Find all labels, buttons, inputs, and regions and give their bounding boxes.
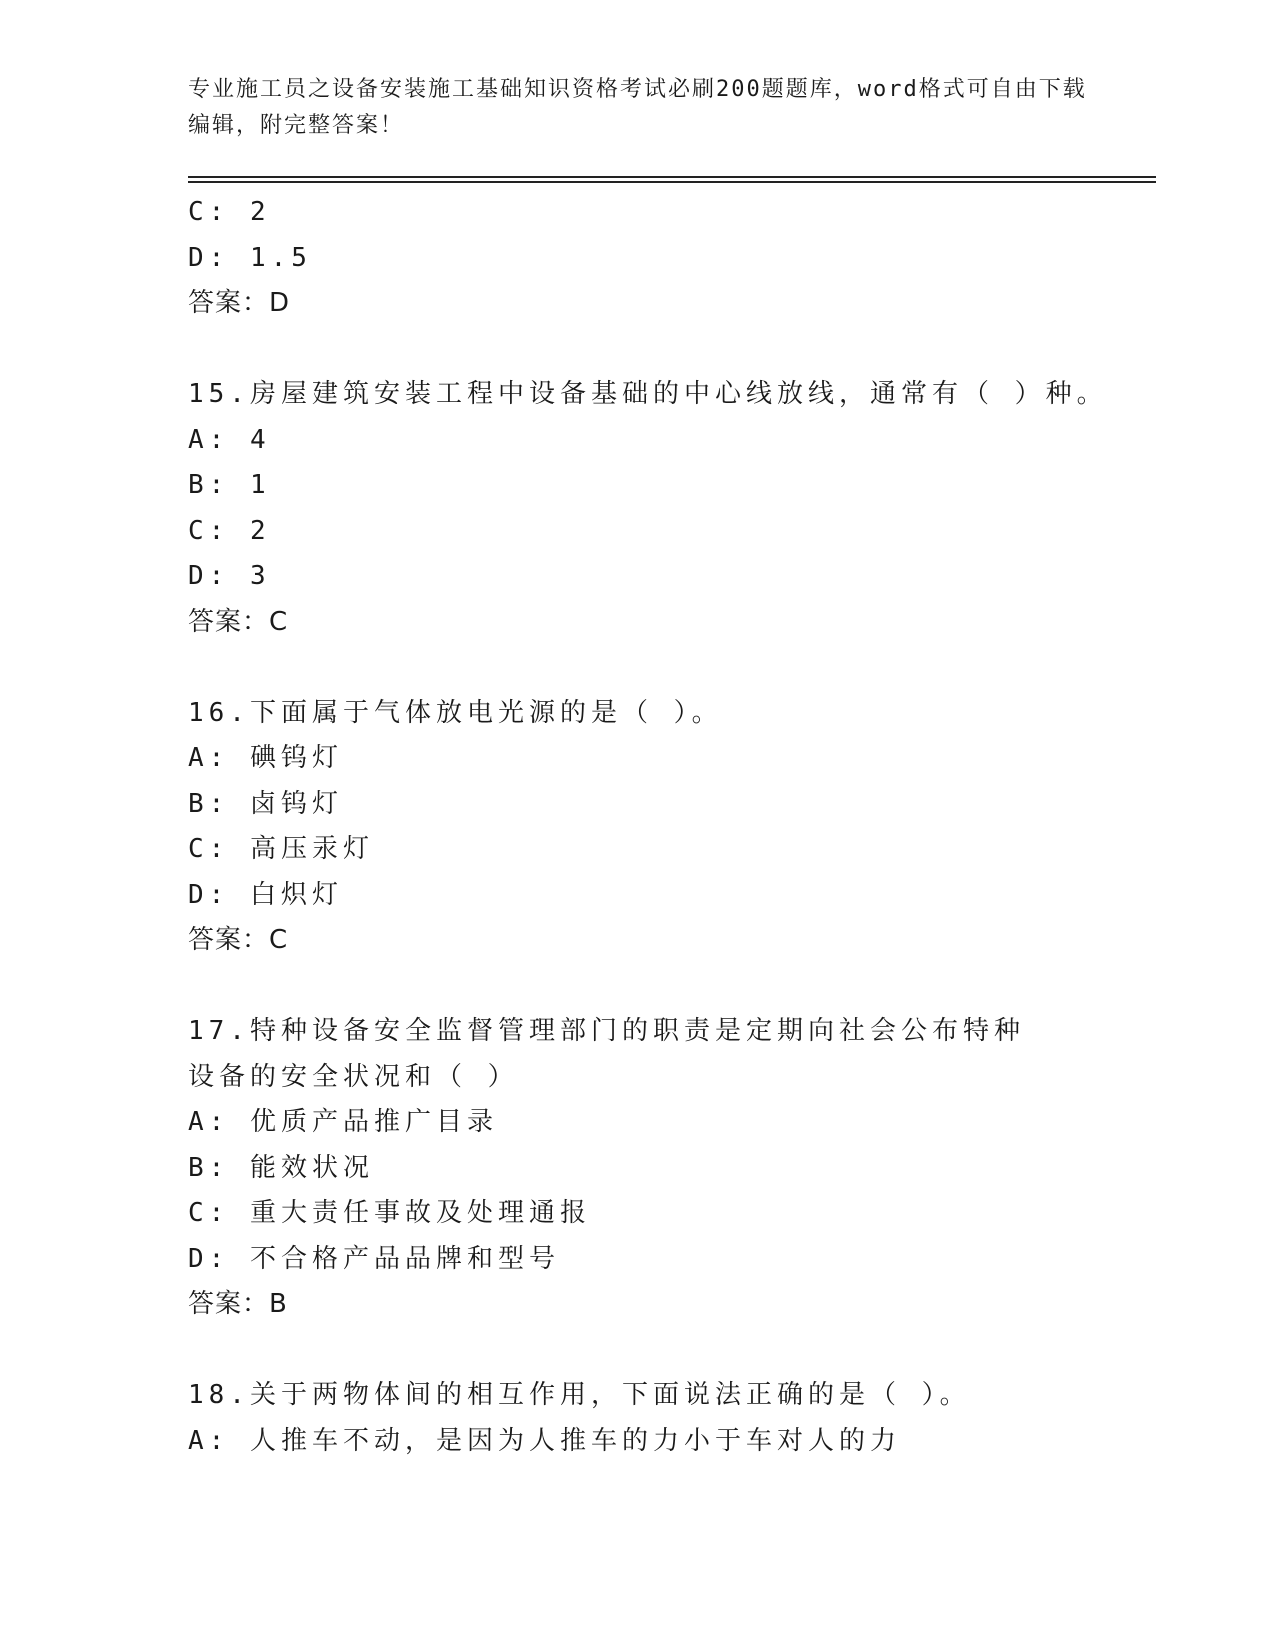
option-text: 2 <box>249 197 271 227</box>
option-text: 高压汞灯 <box>249 834 374 864</box>
option-item: D: 3 <box>188 561 271 591</box>
carryover-block <box>188 190 1088 327</box>
question-stem: 16.下面属于气体放电光源的是（ ）。 <box>188 697 723 728</box>
question-16 <box>188 691 1088 964</box>
option-item: A: 碘钨灯 <box>188 743 343 773</box>
question-stem: 18.关于两物体间的相互作用，下面说法正确的是（ ）。 <box>188 1380 971 1410</box>
option-item: A: 优质产品推广目录 <box>188 1107 498 1137</box>
option-text: 2 <box>249 515 271 546</box>
option-text: 白炽灯 <box>249 879 343 910</box>
option-item: B: 1 <box>188 470 271 500</box>
option-text: 不合格产品品牌和型号 <box>249 1243 560 1274</box>
spacer <box>188 645 1088 691</box>
answer-line: 答案：C <box>188 606 289 637</box>
option-text: 人推车不动，是因为人推车的力小于车对人的力 <box>249 1425 901 1456</box>
answer-line: 答案：C <box>188 925 289 955</box>
option-text: 卤钨灯 <box>249 788 343 819</box>
answer-line: 答案：D <box>188 288 291 318</box>
option-item: B: 能效状况 <box>188 1152 374 1183</box>
option-text: 能效状况 <box>249 1152 374 1183</box>
option-text: 1.5 <box>249 242 312 273</box>
option-text: 优质产品推广目录 <box>249 1107 498 1137</box>
option-item: B: 卤钨灯 <box>188 788 343 819</box>
option-text: 1 <box>249 470 271 500</box>
question-stem: 15.房屋建筑安装工程中设备基础的中心线放线，通常有（ ）种。 <box>188 379 1108 409</box>
option-text: 碘钨灯 <box>249 743 343 773</box>
option-item: D: 白炽灯 <box>188 879 343 910</box>
question-list <box>188 190 1108 1464</box>
spacer <box>188 964 1088 1010</box>
question-15 <box>188 372 1108 645</box>
document-title: 专业施工员之设备安装施工基础知识资格考试必刷200题题库，word格式可自由下载编辑，附完整答案！ <box>188 77 1087 138</box>
option-item: A: 人推车不动，是因为人推车的力小于车对人的力 <box>188 1425 901 1456</box>
option-text: 4 <box>249 424 271 455</box>
option-item: A: 4 <box>188 424 271 455</box>
option-item: D: 1.5 <box>188 242 312 273</box>
answer-line: 答案：B <box>188 1289 288 1319</box>
spacer <box>188 1328 1088 1374</box>
option-text: 3 <box>249 561 271 591</box>
question-18 <box>188 1373 1088 1464</box>
question-17 <box>188 1009 1088 1328</box>
option-item: D: 不合格产品品牌和型号 <box>188 1243 560 1274</box>
spacer <box>188 327 1088 373</box>
option-item: C: 2 <box>188 197 271 227</box>
option-item: C: 2 <box>188 515 271 546</box>
header-rule-bottom <box>188 181 1156 183</box>
option-text: 重大责任事故及处理通报 <box>249 1198 591 1228</box>
question-stem: 17.特种设备安全监督管理部门的职责是定期向社会公布特种设备的安全状况和（ ） <box>188 1016 1025 1092</box>
header-rule-top <box>188 176 1156 178</box>
document-header <box>188 72 1088 144</box>
option-item: C: 高压汞灯 <box>188 834 374 864</box>
option-item: C: 重大责任事故及处理通报 <box>188 1198 591 1228</box>
